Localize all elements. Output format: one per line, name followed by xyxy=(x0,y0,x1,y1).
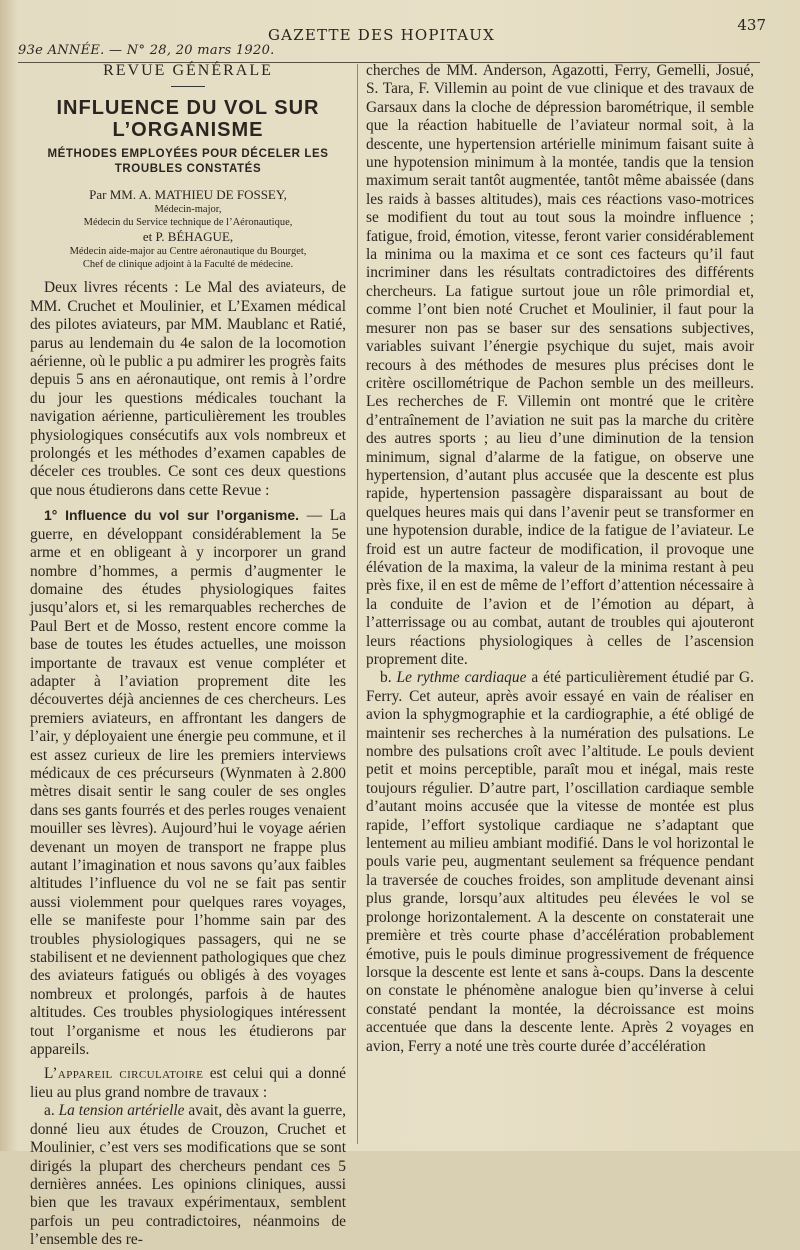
author-2-role-1: Médecin aide-major au Centre aéronautique du Bourget, xyxy=(69,246,307,258)
journal-title: GAZETTE DES HOPITAUX xyxy=(268,26,495,44)
rubric: REVUE GÉNÉRALE xyxy=(103,62,273,79)
tension-title: La tension artérielle xyxy=(58,1102,185,1120)
right-column xyxy=(366,62,754,1056)
rythme-title: Le rythme cardiaque xyxy=(396,669,527,687)
tension-label: a. xyxy=(44,1102,55,1120)
author-1-role-1: Médecin-major, xyxy=(154,204,222,216)
section-1-text: — La guerre, en développant considérablement la 5e arme et en obligeant à y incorporer un grand nombre d’hommes, a permis d’augmenter le domaine des études physiologiques faites jusqu’alors et, si les remarquables recherches de Paul Bert et de Mosso, restent encore comme la base de toutes les études actuelles, une moisson importante de travaux est venue compléter et adapter à l’aviation proprement dite les découvertes déjà anciennes de ces chercheurs. Les premiers aviateurs, en affrontant les dangers de l’air, y déployaient une énergie peu commune, et il est assez curieux de lire les premiers interviews médicaux de ces précurseurs (Wynmaten à 2.800 mètres disait sentir le sang couler de ses ongles dans ses gants fourrés et des perles rouges venaient mouiller ses lèvres). Aujourd’hui le voyage aérien devenant un moyen de transport ne frappe plus autant l’imagination et nous savons qu’aux faibles altitudes l’influence du vol ne se fait pas sentir aussi violemment pour quelques rares voyages, elle se manifeste pour l’homme sain par des troubles physiologiques passagers, qui ne se stabilisent et ne deviennent pathologiques que chez des aviateurs fatigués ou obligés à des voyages nombreux et prolongés, parfois à de hautes altitudes. Ces troubles physiologiques intéressent tout l’organisme et nous les étudierons par appareils. xyxy=(30,507,346,1059)
author-2: et P. BÉHAGUE, xyxy=(142,229,234,245)
section-1-heading: 1° Influence du vol sur l’organisme. xyxy=(44,507,300,524)
rythme-text: a été particulièrement étudié par G. Ferry. Cet auteur, après avoir essayé en vain de réaliser en avion la sphygmographie et la cardiographie, a été obligé de maintenir ses recherches à la numération des pulsations. Le nombre des pulsations croît avec l’altitude. Le pouls devient petit et moins perceptible, paraît mou et inégal, mais reste toujours régulier. D’autre part, l’oscillation cardiaque semble d’autant moins accusée que la vitesse de montée est plus rapide, l’effort systolique cardiaque ne s’adaptant que lentement au milieu ambiant modifié. Dans le vol horizontal le pouls varie peu, augmentant seulement sa fréquence pendant la traversée de couches froides, son amplitude devenant ainsi plus grande, lorsqu’aux altitudes peu élevées le vol se prolonge horizontalement. A la descente on constaterait une première et très courte phase d’accélération probablement émotive, puis le pouls diminue progressivement de fréquence lorsque la descente est lente et sans à-coups. Dans la descente on constate le phénomène analogue bien qu’inverse à celui constaté pendant la montée, la décroissance est moins accentuée que dans la descente lente. Après 2 voyages en avion, Ferry a noté une très courte durée d’accélération xyxy=(366,669,755,1055)
author-1-role-2: Médecin du Service technique de l’Aéronautique, xyxy=(83,217,293,229)
continuation-paragraph: cherches de MM. Anderson, Agazotti, Ferry, Gemelli, Josué, S. Tara, F. Villemin au point de vue clinique et des travaux de Garsaux dans la cloche de dépression barométrique, il semble que la réaction habituelle de l’aviateur normal soit, à la descente, une hypertension artérielle minimum faisant suite à une hypotension minimum à la montée, tandis que la tension maximum serait tantôt augmentée, tantôt même abaissée (dans les raids à basses altitudes), mais ces réactions vaso-motrices se modifient du tout au tout sous la moindre influence ; fatigue, froid, émotion, vitesse, feront varier considérablement la minima ou la maxima et ce sont ces facteurs qu’il faut incriminer dans les résultats contradictoires des différents chercheurs. La fatigue surtout joue un rôle primordial et, comme l’ont bien noté Cruchet et Moulinier, il faut pour la mesurer non pas se baser sur des sensations subjectives, variables suivant l’énergie psychique du sujet, mais avoir recours à des méthodes de mesures plus précises dont le critère oscillométrique de Pachon semble un des meilleurs. Les recherches de F. Villemin ont montré que le critère d’entraînement de l’aviation ne suit pas la marche du critère des autres sports ; au lieu d’une diminution de la tension minimum, signal d’alarme de la fatigue, on observe une hypertension, d’autant plus accusée que la descente est plus rapide, hypertension passagère disparaissant au bout de quelques heures mais qui dans l’avenir peut se transformer en une hypotension durable, indice de la fatigue de l’aviateur. Le froid est un autre facteur de modification, il provoque une élévation de la maxima, la valeur de la minima restant à peu près fixe, il en est de même de l’effort d’attention nécessaire à la conduite de l’avion et de l’émotion au départ, à l’atterrissage ou au combat, autant de troubles qui ajouteront leurs réactions physiologiques à celles de l’ascension proprement dite. xyxy=(366,62,754,668)
author-1: Par MM. A. MATHIEU DE FOSSEY, xyxy=(89,187,287,203)
article-title: INFLUENCE DU VOL SUR L’ORGANISME xyxy=(56,97,320,142)
appareil-label: L’appareil circulatoire xyxy=(44,1065,204,1083)
column-divider xyxy=(357,64,358,1144)
author-2-role-2: Chef de clinique adjoint à la Faculté de médecine. xyxy=(82,259,294,271)
article-subtitle: MÉTHODES EMPLOYÉES POUR DÉCELER LES TROUBLES CONSTATÉS xyxy=(47,148,329,176)
appareil-text: est celui qui a donné lieu au plus grand nombre de travaux : xyxy=(30,1065,346,1101)
left-column xyxy=(30,62,346,1250)
tension-paragraph xyxy=(30,1102,346,1249)
rythme-paragraph xyxy=(366,669,754,1056)
page-number: 437 xyxy=(737,16,766,34)
issue-line: 93e ANNÉE. — N° 28, 20 mars 1920. xyxy=(18,43,275,58)
tension-text: avait, dès avant la guerre, donné lieu aux études de Crouzon, Cruchet et Moulinier, c’est vers ses modifications que se sont dirigés la plupart des chercheurs pendant ces 5 dernières années. Les opinions cliniques, aussi bien que les travaux expérimentaux, semblent parfois un peu contradictoires, néanmoins de l’ensemble des re- xyxy=(30,1102,346,1249)
intro-paragraph: Deux livres récents : Le Mal des aviateurs, de MM. Cruchet et Moulinier, et L’Examen médical des pilotes aviateurs, par MM. Maublanc et Ratié, parus au lendemain du 4e salon de la locomotion aérienne, où le public a pu admirer les progrès faits depuis 5 ans en aéronautique, ont remis à l’ordre du jour les questions médicales touchant la navigation aérienne, particulièrement les troubles physiologiques consécutifs aux vols nombreux et prolongés et les méthodes d’examen capables de déceler ces troubles. Ce sont ces deux questions que nous étudierons dans cette Revue : xyxy=(30,279,346,499)
section-1-paragraph xyxy=(30,506,346,1059)
appareil-paragraph xyxy=(30,1065,346,1102)
rubric-rule xyxy=(171,86,205,87)
rythme-label: b. xyxy=(380,669,392,687)
page-header xyxy=(18,16,766,63)
